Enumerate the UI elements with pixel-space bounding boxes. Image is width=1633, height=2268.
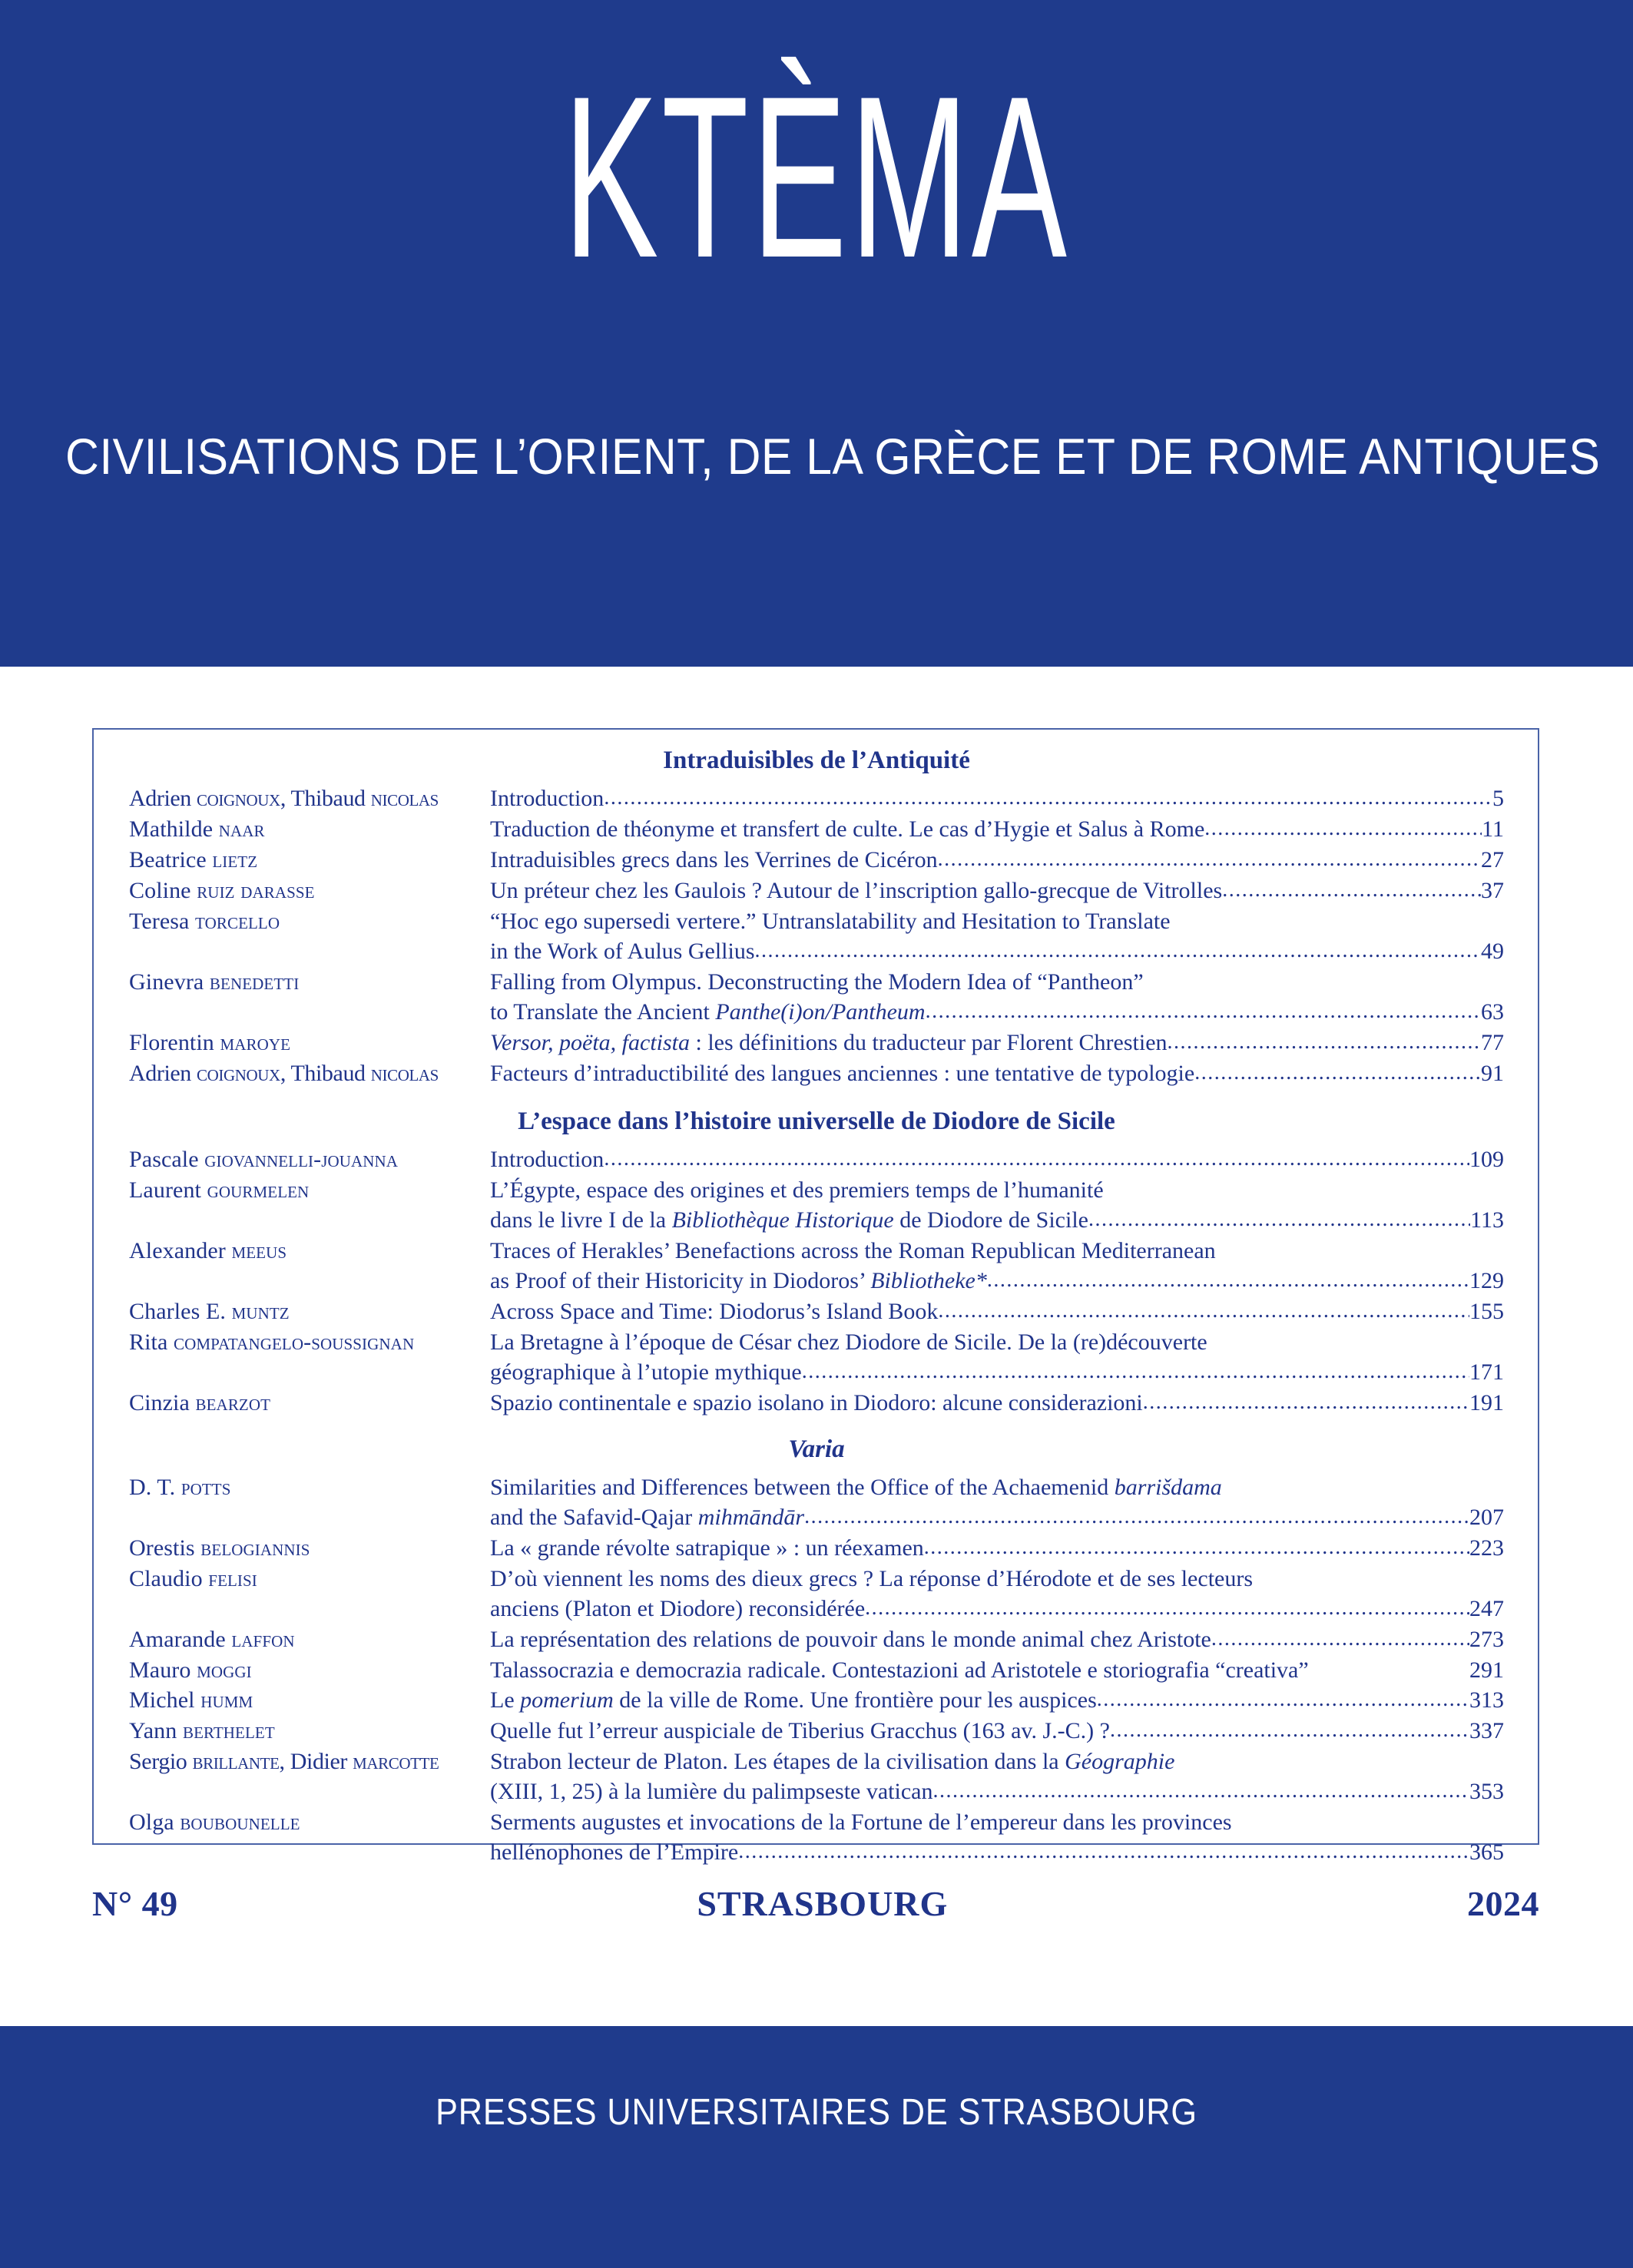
toc-page-number: 313	[1469, 1687, 1504, 1713]
toc-entry-title-block	[490, 845, 1504, 876]
toc-entry-authors: Michel humm	[129, 1687, 253, 1713]
toc-page-number: 109	[1469, 1147, 1504, 1172]
toc-entry[interactable]	[129, 1685, 1504, 1716]
toc-entry-title: in the Work of Aulus Gellius	[490, 939, 755, 964]
toc-entry-line	[490, 1685, 1504, 1716]
toc-entry-authors: Beatrice lietz	[129, 847, 258, 872]
toc-entry-title-block	[490, 1564, 1504, 1624]
toc-section-heading: L’espace dans l’histoire universelle de Diodore de Sicile	[518, 1108, 1115, 1135]
toc-page-number: 5	[1492, 786, 1504, 811]
toc-entry-line	[490, 906, 1504, 936]
toc-entry-title: dans le livre I de la Bibliothèque Historique de Diodore de Sicile	[490, 1207, 1088, 1233]
toc-leader-dots	[1110, 1715, 1469, 1745]
toc-page-number: 171	[1469, 1359, 1504, 1385]
toc-entry-authors: D. T. potts	[129, 1475, 231, 1500]
toc-entry-title-block	[490, 1624, 1504, 1655]
toc-page-number: 113	[1470, 1207, 1504, 1233]
toc-entry-title: D’où viennent les noms des dieux grecs ? La réponse d’Hérodote et de ses lecteurs	[490, 1566, 1254, 1591]
toc-entry-line	[490, 1624, 1504, 1655]
toc-entry-title-block	[490, 1144, 1504, 1175]
toc-leader-dots	[1097, 1684, 1469, 1714]
toc-entry-title: as Proof of their Historicity in Diodoros’ Bibliotheke*	[490, 1268, 987, 1293]
toc-entry-line	[490, 1564, 1504, 1594]
toc-entry[interactable]	[129, 876, 1504, 906]
toc-entry-title-block	[490, 1716, 1504, 1747]
toc-entry-title-block	[490, 1685, 1504, 1716]
toc-entry-title: La « grande révolte satrapique » : un réexamen	[490, 1535, 924, 1561]
toc-entry-title: Falling from Olympus. Deconstructing the Modern Idea of “Pantheon”	[490, 969, 1144, 995]
toc-page-number: 37	[1481, 878, 1504, 903]
toc-entry-title: hellénophones de l’Empire	[490, 1839, 739, 1865]
toc-entry-authors: Mathilde naar	[129, 816, 265, 842]
toc-page-number: 353	[1469, 1779, 1504, 1804]
toc-entry-title: Quelle fut l’erreur auspiciale de Tiberius Gracchus (163 av. J.-C.) ?	[490, 1718, 1110, 1743]
toc-page-number: 207	[1469, 1505, 1504, 1530]
toc-entry-line	[490, 967, 1504, 997]
toc-entry[interactable]	[129, 1716, 1504, 1747]
toc-entry-title-block	[490, 1236, 1504, 1296]
toc-page-number: 63	[1481, 999, 1504, 1025]
toc-entry-title: and the Safavid-Qajar mihmāndār	[490, 1505, 805, 1530]
toc-leader-dots	[938, 1296, 1469, 1326]
toc-entry[interactable]	[129, 1388, 1504, 1419]
publisher-name: PRESSES UNIVERSITAIRES DE STRASBOURG	[436, 2092, 1197, 2133]
toc-entry-title-block	[490, 876, 1504, 906]
toc-entry-authors: Adrien coignoux, Thibaud nicolas	[129, 786, 439, 811]
table-of-contents-box	[92, 728, 1539, 1865]
toc-page-number: 77	[1481, 1030, 1504, 1055]
toc-entry-authors: Charles E. muntz	[129, 1299, 290, 1324]
toc-entry[interactable]	[129, 1296, 1504, 1327]
toc-entry-line	[490, 1205, 1504, 1236]
toc-entry[interactable]	[129, 783, 1504, 814]
toc-leader-dots	[804, 1502, 1469, 1531]
toc-entry-title-block	[490, 1472, 1504, 1533]
toc-page-number: 49	[1481, 939, 1504, 964]
toc-page-number: 273	[1469, 1627, 1504, 1652]
toc-entry[interactable]	[129, 1058, 1504, 1089]
toc-entry-authors: Claudio felisi	[129, 1566, 257, 1591]
toc-entry-title: Introduction	[490, 1147, 605, 1172]
toc-entry-title: La représentation des relations de pouvoir dans le monde animal chez Aristote	[490, 1627, 1211, 1652]
toc-entry-line	[490, 1388, 1504, 1419]
toc-entry[interactable]	[129, 1472, 1504, 1533]
toc-entry-title: Strabon lecteur de Platon. Les étapes de la civilisation dans la Géographie	[490, 1749, 1175, 1774]
toc-entry-line	[490, 814, 1504, 845]
toc-entry-line	[490, 1533, 1504, 1564]
toc-page-number: 291	[1469, 1657, 1504, 1683]
toc-leader-dots	[1211, 1624, 1469, 1654]
toc-entry[interactable]	[129, 1175, 1504, 1236]
toc-entry-title-block	[490, 906, 1504, 967]
toc-entry-authors: Coline ruiz darasse	[129, 878, 315, 903]
toc-entry-authors: Alexander meeus	[129, 1238, 287, 1263]
toc-entry[interactable]	[129, 1327, 1504, 1388]
toc-leader-dots	[755, 935, 1481, 965]
toc-entry-line	[490, 1472, 1504, 1502]
toc-entry-line	[490, 1837, 1504, 1868]
cover-footer-band	[0, 2026, 1633, 2268]
issue-number: N° 49	[92, 1884, 178, 1923]
toc-entry-title: Serments augustes et invocations de la Fortune de l’empereur dans les provinces	[490, 1809, 1232, 1835]
toc-entry-title: Intraduisibles grecs dans les Verrines de Cicéron	[490, 847, 938, 872]
toc-entry-title: (XIII, 1, 25) à la lumière du palimpseste vatican	[490, 1779, 933, 1804]
toc-entry-authors: Mauro moggi	[129, 1657, 252, 1683]
toc-entry-title: anciens (Platon et Diodore) reconsidérée	[490, 1596, 866, 1621]
toc-entry-line	[490, 783, 1504, 814]
toc-leader-dots	[1204, 813, 1482, 843]
toc-entry-authors: Cinzia bearzot	[129, 1390, 271, 1415]
toc-leader-dots	[924, 1532, 1469, 1562]
toc-page-number: 337	[1469, 1718, 1504, 1743]
toc-entry-title-block	[490, 1296, 1504, 1327]
toc-entry-title: géographique à l’utopie mythique	[490, 1359, 802, 1385]
toc-entry-authors: Laurent gourmelen	[129, 1177, 310, 1203]
toc-entry-title: Across Space and Time: Diodorus’s Island Book	[490, 1299, 939, 1324]
toc-entry-title: La Bretagne à l’époque de César chez Diodore de Sicile. De la (re)découverte	[490, 1329, 1207, 1355]
toc-leader-dots	[987, 1265, 1469, 1295]
toc-entry-title: Similarities and Differences between the Office of the Achaemenid barrišdama	[490, 1475, 1222, 1500]
toc-entry-line	[490, 1655, 1504, 1685]
toc-entry-title-block	[490, 1747, 1504, 1807]
toc-leader-dots	[938, 844, 1481, 874]
toc-entry-authors: Pascale giovannelli-jouanna	[129, 1147, 399, 1172]
toc-entry-line	[490, 1028, 1504, 1058]
toc-entry-authors: Amarande laffon	[129, 1627, 295, 1652]
toc-page-number: 91	[1481, 1061, 1504, 1086]
toc-entry[interactable]	[129, 1807, 1504, 1868]
toc-leader-dots	[1143, 1387, 1469, 1417]
toc-entry[interactable]	[129, 845, 1504, 876]
toc-entry-line	[490, 845, 1504, 876]
toc-entry-line	[490, 1266, 1504, 1296]
toc-page-number: 247	[1469, 1596, 1504, 1621]
toc-entry[interactable]	[129, 1624, 1504, 1655]
toc-entry[interactable]	[129, 1747, 1504, 1807]
toc-entry-title-block	[490, 783, 1504, 814]
toc-page-number: 27	[1481, 847, 1504, 872]
toc-entry-title-block	[490, 1533, 1504, 1564]
toc-entry[interactable]	[129, 1144, 1504, 1175]
toc-entry-line	[490, 1594, 1504, 1624]
toc-entry[interactable]	[129, 1236, 1504, 1296]
toc-leader-dots	[604, 1144, 1469, 1174]
toc-page-number: 155	[1469, 1299, 1504, 1324]
toc-entry-authors: Teresa torcello	[129, 909, 280, 934]
toc-entry[interactable]	[129, 1564, 1504, 1624]
toc-entry-title: Versor, poëta, factista : les définitions du traducteur par Florent Chrestien	[490, 1030, 1168, 1055]
toc-entry[interactable]	[129, 906, 1504, 967]
toc-entry-line	[490, 1357, 1504, 1388]
toc-entry-title: L’Égypte, espace des origines et des premiers temps de l’humanité	[490, 1177, 1104, 1203]
toc-entry-authors: Sergio brillante, Didier marcotte	[129, 1749, 439, 1774]
toc-entry-title: Un préteur chez les Gaulois ? Autour de l’inscription gallo-grecque de Vitrolles	[490, 878, 1223, 903]
journal-subtitle: CIVILISATIONS DE L’ORIENT, DE LA GRÈCE ET DE ROME ANTIQUES	[65, 428, 1601, 485]
toc-page-number: 11	[1482, 816, 1504, 842]
toc-entry-line	[490, 1776, 1504, 1807]
toc-entry-title-block	[490, 967, 1504, 1028]
toc-leader-dots	[1168, 1027, 1481, 1057]
toc-entry-title: “Hoc ego supersedi vertere.” Untranslatability and Hesitation to Translate	[490, 909, 1171, 934]
toc-section-heading: Intraduisibles de l’Antiquité	[663, 747, 970, 774]
toc-leader-dots	[802, 1356, 1469, 1386]
toc-entry-authors: Ginevra benedetti	[129, 969, 300, 995]
toc-page-number: 365	[1469, 1839, 1504, 1865]
toc-leader-dots	[1194, 1058, 1481, 1088]
toc-leader-dots	[738, 1836, 1469, 1866]
toc-entry-line	[490, 876, 1504, 906]
toc-entry-line	[490, 1747, 1504, 1776]
toc-entry-title: Introduction	[490, 786, 605, 811]
toc-leader-dots	[604, 783, 1492, 813]
toc-entry-authors: Orestis belogiannis	[129, 1535, 310, 1561]
toc-entry-title-block	[490, 1327, 1504, 1388]
toc-entry-title-block	[490, 1655, 1504, 1685]
journal-title: KTÈMA	[563, 48, 1070, 306]
publication-city: STRASBOURG	[697, 1884, 949, 1923]
toc-entry-line	[490, 1327, 1504, 1357]
toc-entry-line	[490, 936, 1504, 967]
toc-entry[interactable]	[129, 1533, 1504, 1564]
toc-entry-title-block	[490, 1807, 1504, 1868]
toc-entry-title: Le pomerium de la ville de Rome. Une frontière pour les auspices	[490, 1687, 1097, 1713]
toc-entry[interactable]	[129, 814, 1504, 845]
toc-entry-line	[490, 1058, 1504, 1089]
toc-entry-title-block	[490, 1175, 1504, 1236]
toc-entry-line	[490, 1175, 1504, 1205]
toc-entry-title-block	[490, 1058, 1504, 1089]
toc-entry-line	[490, 997, 1504, 1028]
toc-entry-authors: Florentin maroye	[129, 1030, 291, 1055]
toc-entry-line	[490, 1144, 1504, 1175]
toc-entry-title: Spazio continentale e spazio isolano in Diodoro: alcune considerazioni	[490, 1390, 1143, 1415]
toc-entry-authors: Adrien coignoux, Thibaud nicolas	[129, 1061, 439, 1086]
toc-entry[interactable]	[129, 1655, 1504, 1685]
toc-page-number: 223	[1469, 1535, 1504, 1561]
toc-entry-line	[490, 1296, 1504, 1327]
toc-entry-line	[490, 1716, 1504, 1747]
toc-leader-dots	[1088, 1204, 1470, 1234]
toc-entry-title: Facteurs d’intraductibilité des langues anciennes : une tentative de typologie	[490, 1061, 1195, 1086]
toc-entry-title: Traces of Herakles’ Benefactions across the Roman Republican Mediterranean	[490, 1238, 1216, 1263]
toc-entry[interactable]	[129, 1028, 1504, 1058]
toc-entry-title: to Translate the Ancient Panthe(i)on/Pantheum	[490, 999, 926, 1025]
toc-entry[interactable]	[129, 967, 1504, 1028]
toc-entry-title-block	[490, 1388, 1504, 1419]
toc-entry-authors: Yann berthelet	[129, 1718, 275, 1743]
toc-section-heading: Varia	[788, 1435, 845, 1463]
table-of-contents-list	[129, 743, 1504, 1868]
toc-entry-title-block	[490, 1028, 1504, 1058]
cover-imprint-line	[92, 1883, 1539, 1924]
toc-leader-dots	[865, 1593, 1469, 1623]
toc-page-number: 129	[1469, 1268, 1504, 1293]
toc-entry-line	[490, 1236, 1504, 1266]
toc-leader-dots	[1222, 875, 1481, 905]
toc-entry-authors: Olga boubounelle	[129, 1809, 300, 1835]
toc-entry-title-block	[490, 814, 1504, 845]
publication-year: 2024	[1467, 1884, 1539, 1923]
toc-entry-authors: Rita compatangelo-soussignan	[129, 1329, 415, 1355]
toc-leader-dots	[926, 996, 1481, 1026]
toc-leader-dots	[932, 1776, 1469, 1806]
toc-entry-line	[490, 1502, 1504, 1533]
toc-page-number: 191	[1469, 1390, 1504, 1415]
toc-entry-line	[490, 1807, 1504, 1837]
toc-entry-title: Traduction de théonyme et transfert de culte. Le cas d’Hygie et Salus à Rome	[490, 816, 1205, 842]
toc-entry-title: Talassocrazia e democrazia radicale. Contestazioni ad Aristotele e storiografia “creativa”	[490, 1657, 1309, 1683]
